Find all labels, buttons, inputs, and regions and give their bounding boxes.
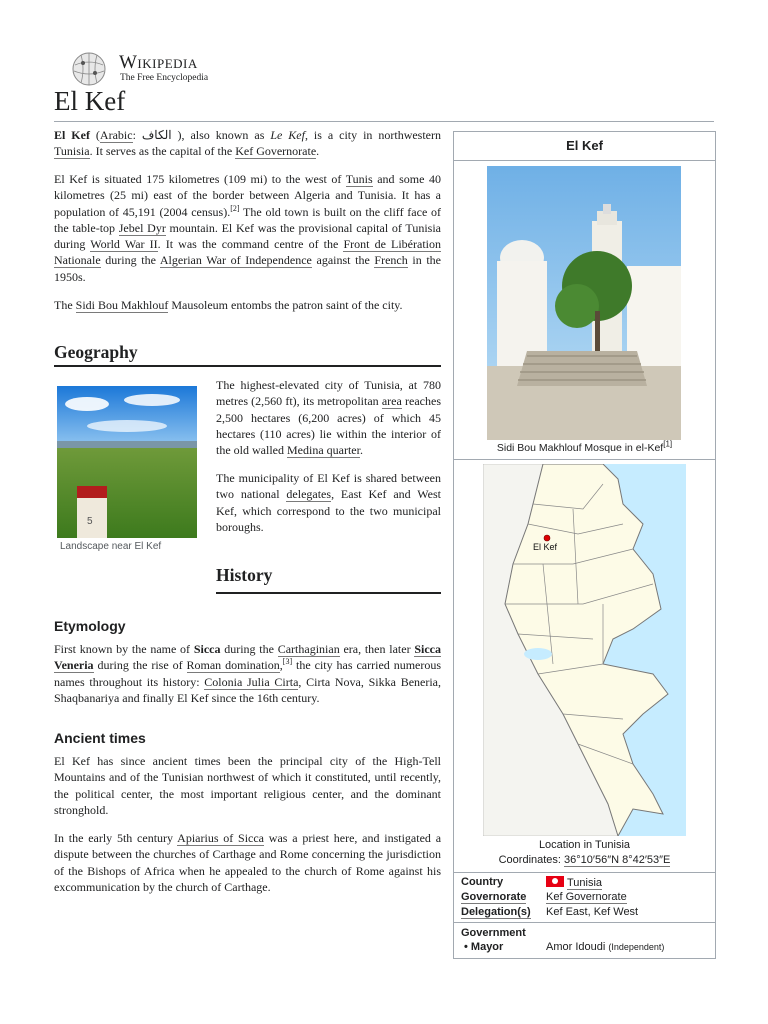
subject-bold: El Kef	[54, 128, 90, 142]
french-link[interactable]: French	[374, 253, 408, 268]
delegation-value: Kef East, Kef West	[546, 906, 639, 918]
mayor-value	[546, 941, 664, 953]
government-label: Government	[461, 927, 526, 939]
text: reaches 2,500 hectares (6,200 acres) of which 45 hectares (110 acres) lie within the interior of the old walled	[216, 394, 441, 458]
mayor-name: Amor Idoudi	[546, 941, 606, 953]
text: .	[359, 443, 363, 458]
wordmark: Wikipedia	[119, 52, 198, 73]
elevation-paragraph	[216, 377, 441, 458]
governorate-label	[461, 891, 526, 903]
mayor-party: (Independent)	[608, 942, 665, 952]
title-divider	[54, 121, 714, 122]
roman-domination-link[interactable]: Roman domination	[186, 658, 280, 673]
alt-name: Le Kef	[270, 128, 305, 142]
arabic-link[interactable]: Arabic	[99, 128, 133, 142]
geography-heading: Geography	[54, 342, 138, 362]
text: , Cirta Nova, Sikka Beneria, Shaqbanariya and finally El Kef since the 16th century.	[54, 674, 442, 705]
delegation-label-link[interactable]: Delegation(s)	[461, 906, 531, 918]
text: in the 1950s.	[54, 253, 442, 284]
municipality-paragraph	[216, 470, 441, 535]
sicca-bold: Sicca	[193, 642, 221, 656]
sicca-veneria-link[interactable]: Sicca Veneria	[54, 642, 441, 673]
intro-paragraph	[54, 127, 441, 160]
infobox-title: El Kef	[454, 132, 715, 161]
map-marker-label: El Kef	[533, 542, 558, 552]
text: during the	[220, 642, 278, 656]
jebel-dyr-link[interactable]: Jebel Dyr	[118, 220, 166, 235]
country-value	[546, 876, 602, 889]
mosque-caption	[454, 439, 715, 454]
etymology-paragraph	[54, 641, 441, 706]
governorate-value	[546, 891, 627, 903]
reference-3[interactable]: [3]	[282, 657, 293, 667]
history-heading: History	[216, 565, 273, 585]
text: . It was the command centre of the	[157, 237, 344, 252]
area-link[interactable]: area	[381, 394, 402, 409]
location-caption: Location in Tunisia	[538, 839, 631, 851]
text: during the rise of	[93, 658, 187, 673]
infobox	[453, 131, 716, 959]
text: The municipality of El Kef is shared between two national	[216, 471, 441, 502]
arabic-name: : الكاف	[132, 128, 178, 142]
tunis-link[interactable]: Tunis	[345, 172, 373, 186]
delegates-link[interactable]: delegates	[286, 487, 332, 502]
governorate-label-link[interactable]: Governorate	[461, 891, 527, 903]
apiarius-link[interactable]: Apiarius of Sicca	[177, 831, 265, 845]
text: and some 40 kilometres (25 mi) east of the border between Algeria and Tunisia. It has a population of 45,191 (2004 census).	[54, 172, 441, 219]
text: Mausoleum entombs the patron saint of the city.	[168, 298, 403, 312]
text: during the	[100, 253, 160, 268]
governorate-link[interactable]: Kef Governorate	[546, 891, 627, 903]
mausoleum-paragraph	[54, 297, 441, 313]
text: mountain. El Kef was the provisional capital of Tunisia during	[54, 220, 441, 252]
ancient-times-heading: Ancient times	[54, 730, 146, 746]
mosque-photo[interactable]	[487, 166, 681, 440]
text: (	[89, 128, 100, 142]
puzzle-globe-icon	[69, 51, 109, 87]
landscape-image[interactable]	[57, 386, 197, 538]
world-war-ii-link[interactable]: World War II	[90, 237, 158, 252]
reference-1[interactable]: [1]	[663, 439, 673, 449]
text: ), also known as	[177, 128, 271, 142]
tunisia-flag-icon	[546, 876, 564, 887]
mayor-label: • Mayor	[464, 941, 504, 953]
text: , is a city in northwestern	[304, 128, 442, 142]
history-divider	[216, 592, 441, 594]
text: the city has carried numerous names throughout its history:	[54, 658, 442, 689]
wikipedia-logo[interactable]	[69, 51, 219, 87]
text: The old town is built on the cliff face of the table-top	[54, 204, 441, 235]
coordinates	[454, 854, 715, 866]
fln-link[interactable]: Front de Libération Nationale	[54, 237, 442, 268]
country-label: Country	[461, 876, 504, 888]
carthaginian-link[interactable]: Carthaginian	[277, 642, 340, 656]
infobox-divider	[454, 872, 715, 873]
text: era, then later	[339, 642, 415, 656]
coordinates-link[interactable]: 36°10′56″N 8°42′53″E	[564, 854, 671, 866]
text: El Kef is situated 175 kilometres (109 mi) to the west of	[54, 172, 346, 186]
delegation-label	[461, 906, 531, 918]
landscape-caption: Landscape near El Kef	[60, 541, 162, 552]
medina-quarter-link[interactable]: Medina quarter	[286, 443, 360, 458]
text: . It serves as the capital of the	[89, 144, 236, 159]
ancient-paragraph-2	[54, 830, 441, 895]
algerian-war-link[interactable]: Algerian War of Independence	[159, 253, 312, 268]
coordinates-label: Coordinates:	[498, 854, 565, 866]
caption-text: Sidi Bou Makhlouf Mosque in el-Kef	[496, 442, 664, 454]
text: against the	[311, 253, 375, 268]
tunisia-link[interactable]: Tunisia	[54, 144, 90, 159]
text: First known by the name of	[54, 642, 194, 656]
text: ,	[279, 658, 283, 673]
text: was a priest here, and instigated a dispute between the churches of Carthage and Rome concerning the jurisdiction of the Bishops of Africa when he appealed to the church of Rome against his excommunication by the church of Carthage.	[54, 831, 442, 894]
ancient-paragraph-1: El Kef has since ancient times been the principal city of the High-Tell Mountains and of the Tunisian northwest of which it constituted, until recently, the political center, the most important religious center, and the dominant stronghold.	[54, 754, 441, 817]
text: In the early 5th century	[54, 831, 178, 845]
infobox-divider	[454, 459, 715, 460]
page-title: El Kef	[54, 86, 126, 116]
country-link[interactable]: Tunisia	[567, 877, 603, 889]
kef-governorate-link[interactable]: Kef Governorate	[235, 144, 317, 159]
location-paragraph	[54, 171, 441, 285]
geography-divider	[54, 365, 441, 367]
tagline: The Free Encyclopedia	[120, 73, 209, 83]
etymology-heading: Etymology	[54, 618, 126, 634]
sidi-bou-makhlouf-link[interactable]: Sidi Bou Makhlouf	[75, 298, 169, 312]
text: The highest-elevated city of Tunisia, at 780 metres (2,560 ft), its metropolitan	[216, 378, 441, 409]
text: , East Kef and West Kef, which correspond to the two municipal boroughs.	[216, 487, 442, 534]
reference-2[interactable]: [2]	[230, 203, 240, 213]
tunisia-locator-map[interactable]	[483, 464, 686, 836]
infobox-divider	[454, 922, 715, 923]
colonia-julia-cirta-link[interactable]: Colonia Julia Cirta	[204, 674, 299, 689]
text: The	[54, 298, 76, 312]
text: .	[316, 144, 320, 159]
svg-text:5: 5	[87, 516, 93, 527]
